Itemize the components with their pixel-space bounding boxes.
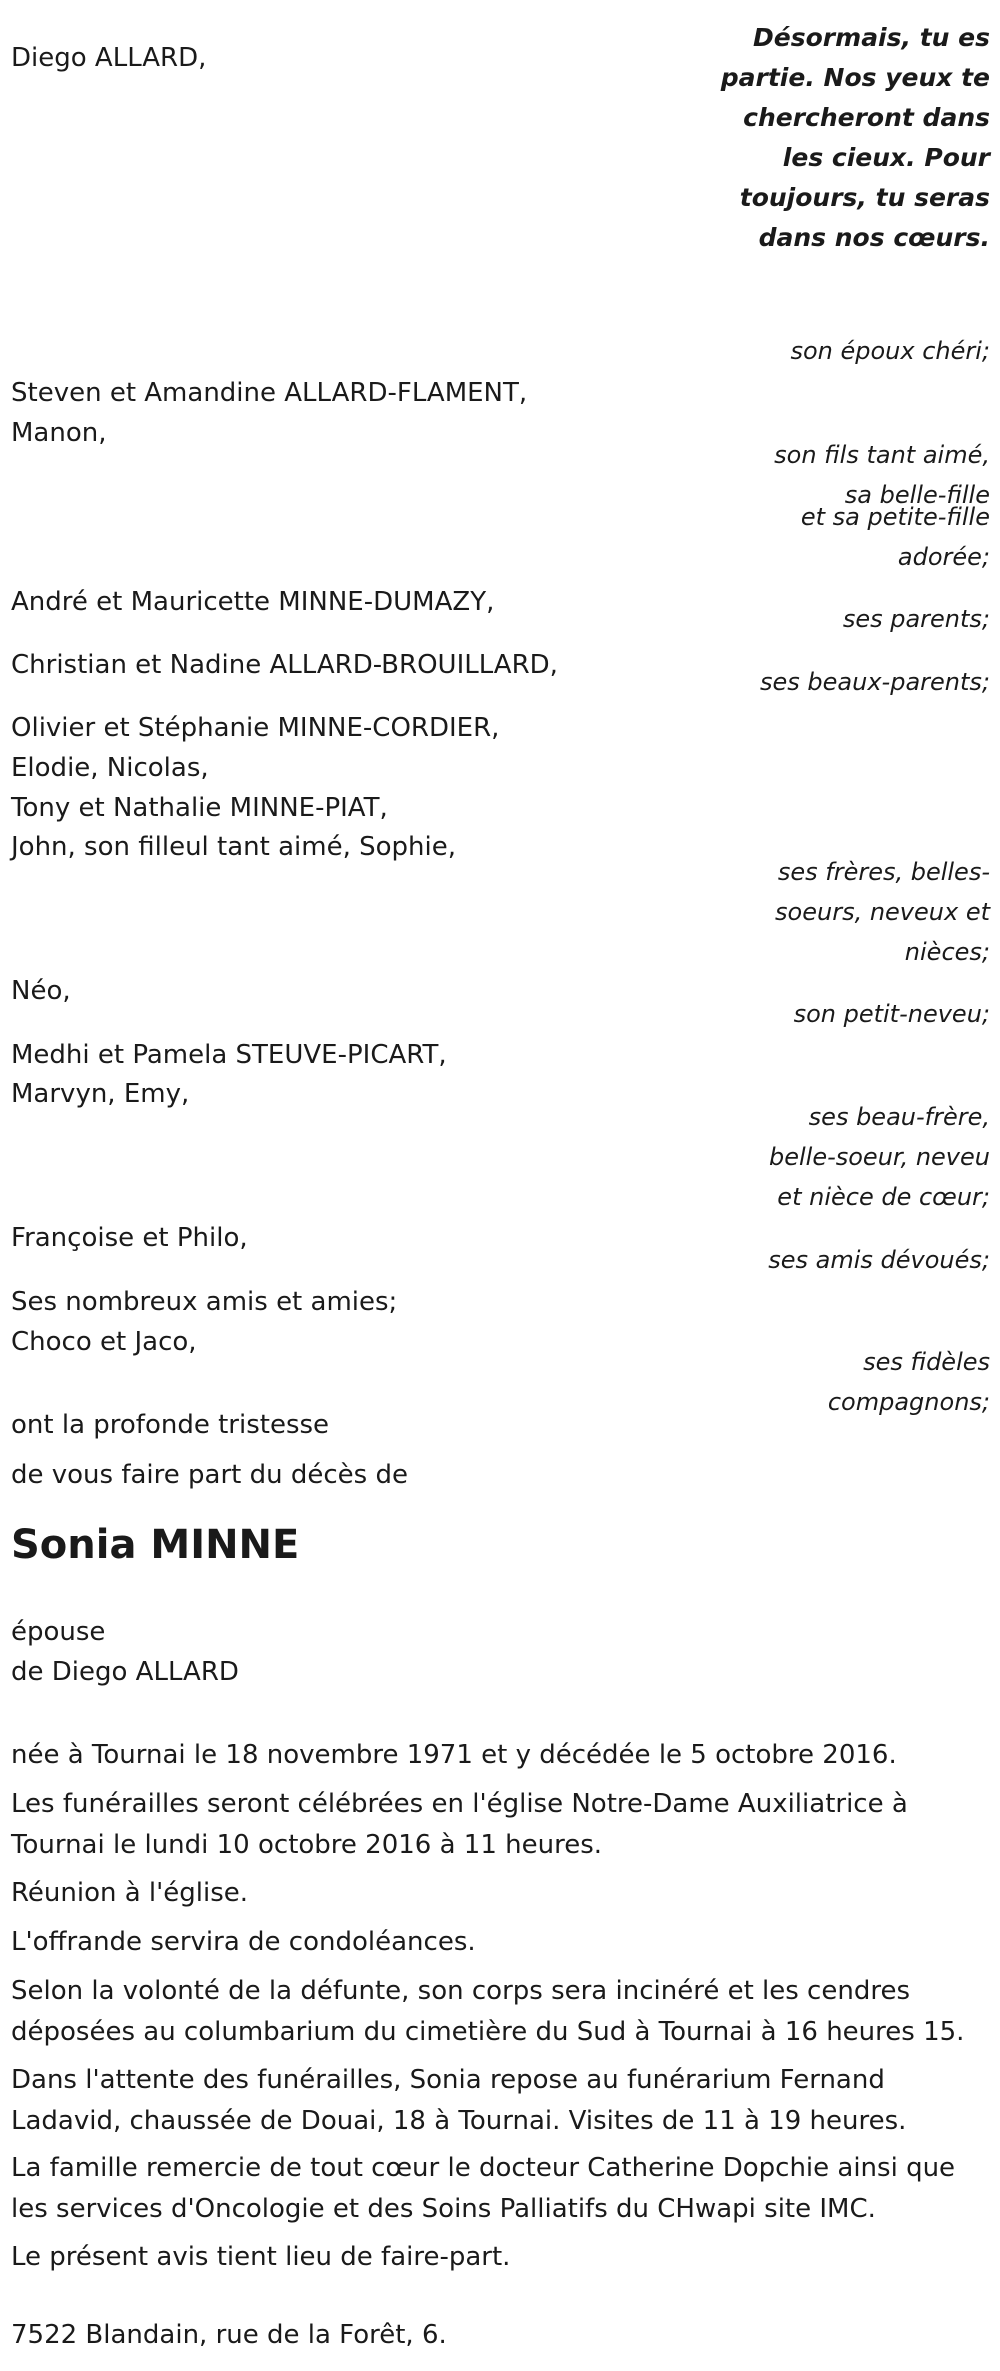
family-line: Steven et Amandine ALLARD-FLAMENT, <box>11 378 528 408</box>
detail-paragraph: Selon la volonté de la défunte, son corps sera incinéré et les cendres déposées au columbarium du cimetière du Sud à Tournai à 16 heures 15. <box>11 1976 965 2047</box>
relation-line: adorée; <box>897 543 990 571</box>
relation-line: son petit-neveu; <box>793 1000 990 1028</box>
family-line: Choco et Jaco, <box>11 1327 197 1357</box>
relation-line: son époux chéri; <box>790 337 990 365</box>
family-line: Tony et Nathalie MINNE-PIAT, <box>11 793 388 823</box>
family-line: André et Mauricette MINNE-DUMAZY, <box>11 587 495 617</box>
family-line: Manon, <box>11 418 107 448</box>
spouse-line: de Diego ALLARD <box>11 1657 239 1687</box>
relation-line: ses fidèles <box>863 1348 990 1376</box>
detail-paragraph: Les funérailles seront célébrées en l'église Notre-Dame Auxiliatrice à Tournai le lundi 10 octobre 2016 à 11 heures. <box>11 1789 908 1860</box>
deceased-name: Sonia MINNE <box>11 1522 300 1568</box>
relation-line: et nièce de cœur; <box>777 1183 990 1211</box>
poem-verse: Désormais, tu es partie. Nos yeux te chercheront dans les cieux. Pour toujours, tu seras dans nos cœurs. <box>720 23 990 252</box>
family-line: Diego ALLARD, <box>11 43 207 73</box>
detail-paragraph: née à Tournai le 18 novembre 1971 et y décédée le 5 octobre 2016. <box>11 1740 897 1770</box>
family-line: ont la profonde tristesse <box>11 1410 330 1440</box>
relation-line: sa belle-fille <box>844 481 990 509</box>
relation-line: ses parents; <box>842 605 990 633</box>
family-line: Elodie, Nicolas, <box>11 753 209 783</box>
detail-paragraph: L'offrande servira de condoléances. <box>11 1927 476 1957</box>
relation-line: nièces; <box>904 938 990 966</box>
family-line: John, son filleul tant aimé, Sophie, <box>11 832 456 862</box>
family-line: Néo, <box>11 976 71 1006</box>
family-line: Marvyn, Emy, <box>11 1079 190 1109</box>
relation-line: soeurs, neveux et <box>775 898 990 926</box>
detail-paragraph: Le présent avis tient lieu de faire-part. <box>11 2242 511 2272</box>
detail-paragraph: Réunion à l'église. <box>11 1878 249 1908</box>
address: 7522 Blandain, rue de la Forêt, 6. <box>11 2320 447 2350</box>
relation-line: ses beaux-parents; <box>760 668 990 696</box>
relation-line: ses amis dévoués; <box>768 1246 990 1274</box>
relation-line: ses frères, belles- <box>777 858 990 886</box>
family-line: de vous faire part du décès de <box>11 1460 408 1490</box>
family-line: Ses nombreux amis et amies; <box>11 1287 398 1317</box>
family-line: Medhi et Pamela STEUVE-PICART, <box>11 1040 447 1070</box>
relation-line: son fils tant aimé, <box>774 441 990 469</box>
relation-line: et sa petite-fille <box>800 503 990 531</box>
spouse-line: épouse <box>11 1617 106 1647</box>
detail-paragraph: Dans l'attente des funérailles, Sonia repose au funérarium Fernand Ladavid, chaussée de Douai, 18 à Tournai. Visites de 11 à 19 heures. <box>11 2065 907 2136</box>
relation-line: compagnons; <box>827 1388 990 1416</box>
family-line: Christian et Nadine ALLARD-BROUILLARD, <box>11 650 558 680</box>
detail-paragraph: La famille remercie de tout cœur le docteur Catherine Dopchie ainsi que les services d'Oncologie et des Soins Palliatifs du CHwapi site IMC. <box>11 2153 956 2224</box>
family-line: Françoise et Philo, <box>11 1223 248 1253</box>
relation-line: ses beau-frère, <box>808 1103 990 1131</box>
family-line: Olivier et Stéphanie MINNE-CORDIER, <box>11 713 500 743</box>
relation-line: belle-soeur, neveu <box>768 1143 990 1171</box>
